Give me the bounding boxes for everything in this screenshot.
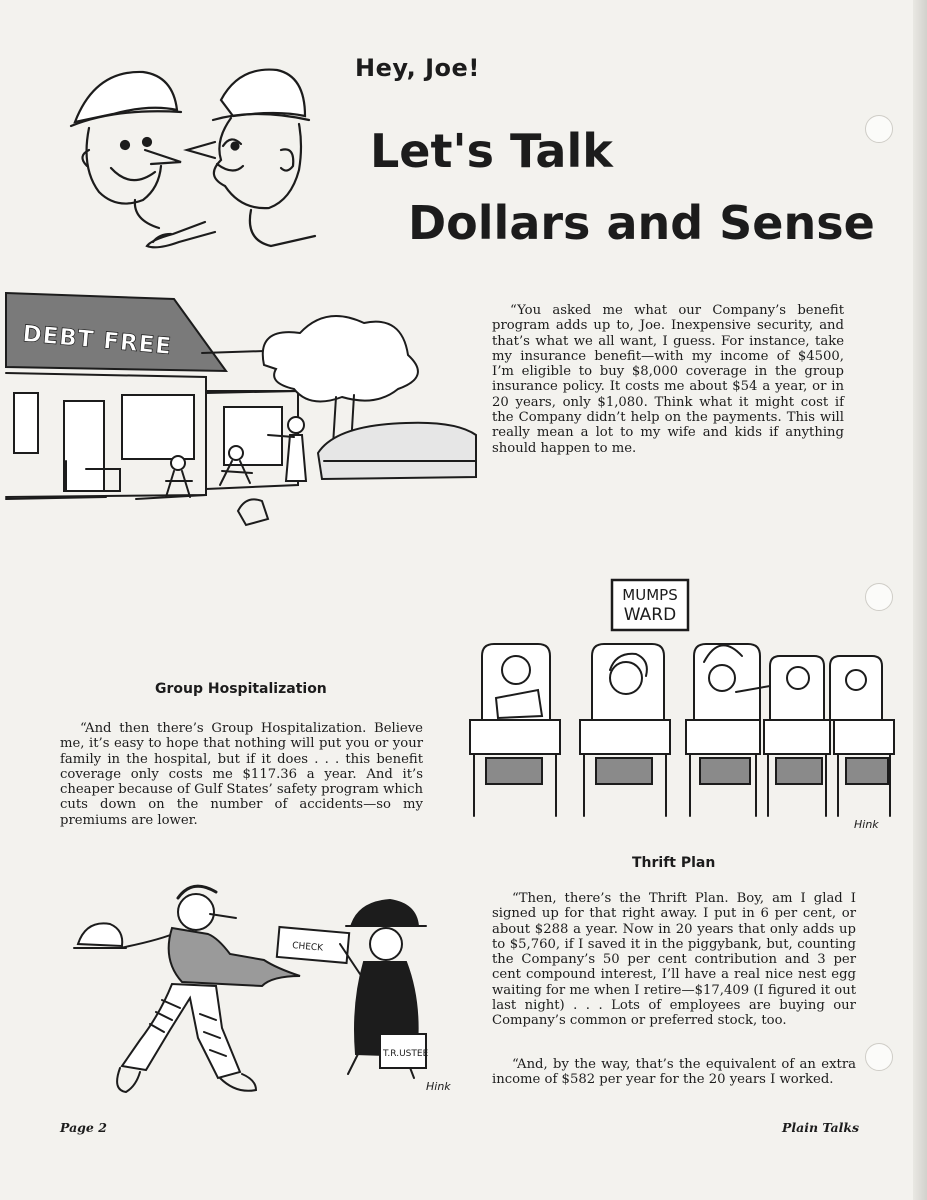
kicker: Hey, Joe! — [355, 54, 480, 82]
ward-sign-line-1: MUMPS — [622, 586, 678, 604]
mumps-ward-cartoon — [458, 578, 898, 836]
house-sign: DEBT FREE — [21, 321, 174, 361]
hospitalization-paragraph: “And then there’s Group Hospitalization. Believe me, it’s easy to hope that nothing will put you or your family in the hospital, but if it does . . . this benefit coverage only costs me $117.36 a year. And it’s cheaper because of Gulf States’ safety program which cuts down on the number of accidents—so my premiums are lower. — [60, 721, 423, 828]
headline-line-2: Dollars and Sense — [408, 196, 875, 250]
bed-5 — [830, 656, 894, 816]
thrift-paragraph-2: “And, by the way, that’s the equivalent of an extra income of $582 per year for the 20 years I worked. — [492, 1057, 856, 1088]
check-artist-signature: Hink — [426, 1080, 451, 1093]
ward-sign-line-2: WARD — [623, 605, 677, 625]
debt-free-house-illustration — [6, 285, 480, 545]
intro-paragraph: “You asked me what our Company’s benefit program adds up to, Joe. Inexpensive security, and that’s what we all want, I guess. For instance, take my insurance benefit—with my income of $4500, I’m eligible to buy $8,000 coverage in the group insurance policy. It costs me about $54 a year, or in 20 years, only $1,080. Think what it might cost if the Company didn’t help on the payments. This will really mean a lot to my wife and kids if anything should happen to me. — [492, 303, 844, 456]
thrift-paragraph-1: “Then, there’s the Thrift Plan. Boy, am I glad I signed up for that right away. I put in 6 per cent, or about $288 a year. Now in 20 years that only adds up to $5,760, if I saved it in the piggybank, but, counting the Company’s 50 per cent contribution and 3 per cent compound interest, I’ll have a real nice nest egg waiting for me when I retire—$17,409 (I figured it out last night) . . . Lots of employees are buying our Company’s common or preferred stock, too. — [492, 891, 856, 1029]
bed-1 — [470, 644, 560, 816]
page-number: Page 2 — [60, 1120, 107, 1135]
hospitalization-heading: Group Hospitalization — [155, 681, 327, 697]
bed-2 — [580, 644, 670, 816]
workers-cartoon — [55, 50, 345, 260]
thrift-heading: Thrift Plan — [632, 855, 716, 871]
page-edge — [913, 0, 927, 1200]
punch-hole-bottom — [865, 1043, 893, 1071]
punch-hole-top — [865, 115, 893, 143]
headline-line-1: Let's Talk — [370, 124, 613, 178]
briefcase-label: T.R.USTEE — [383, 1049, 429, 1059]
check-label: CHECK — [291, 941, 324, 954]
ward-artist-signature: Hink — [854, 818, 879, 831]
trustee-check-cartoon — [60, 864, 460, 1100]
bed-4 — [764, 656, 830, 816]
bed-3 — [686, 644, 770, 816]
publication-name: Plain Talks — [782, 1120, 860, 1135]
